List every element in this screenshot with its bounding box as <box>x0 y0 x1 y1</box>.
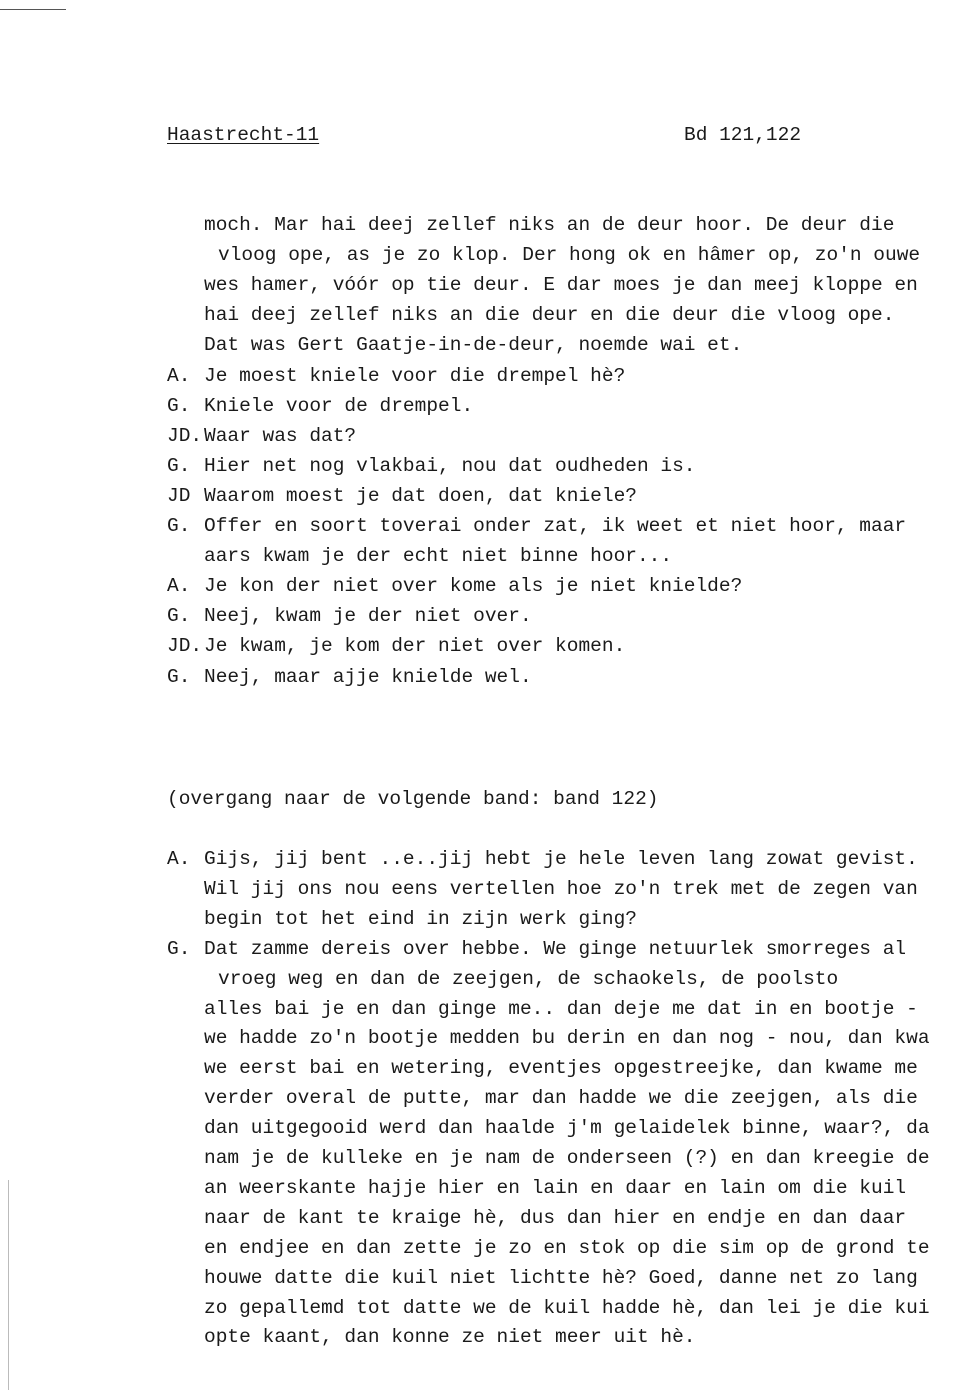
line-text: dan uitgegooid werd dan haalde j'm gelaidelek binne, waar?, da <box>204 1117 930 1140</box>
speaker-label: A. <box>167 575 191 598</box>
speaker-label: A. <box>167 848 191 870</box>
line-text: Waar was dat? <box>204 424 357 447</box>
line-text: Neej, maar ajje knielde wel. <box>204 665 532 688</box>
speaker-label: A. <box>167 364 191 387</box>
line-text: verder overal de putte, mar dan hadde we die zeejgen, als die <box>204 1087 918 1110</box>
tape-reference: Bd 121,122 <box>684 124 802 146</box>
line-text: Kniele voor de drempel. <box>204 394 474 417</box>
speaker-label: G. <box>167 515 191 537</box>
speaker-label: G. <box>167 665 191 688</box>
line-text: opte kaant, dan konne ze niet meer uit hè. <box>204 1326 696 1349</box>
line-text: Offer en soort toverai onder zat, ik weet et niet hoor, maar <box>204 515 907 537</box>
line-text: houwe datte die kuil niet lichtte hè? Goed, danne net zo lang <box>204 1266 918 1289</box>
line-text: Je kon der niet over kome als je niet knielde? <box>204 575 743 598</box>
margin-mark <box>8 1180 9 1390</box>
line-text: we hadde zo'n bootje medden bu derin en dan nog - nou, dan kwa <box>204 1027 930 1050</box>
speaker-label: JD. <box>167 424 203 447</box>
line-text: Waarom moest je dat doen, dat kniele? <box>204 484 637 507</box>
line-text: Dat was Gert Gaatje-in-de-deur, noemde wai et. <box>204 334 743 357</box>
line-text: begin tot het eind in zijn werk ging? <box>204 907 637 930</box>
line-text: wes hamer, vóór op tie deur. E dar moes je dan meej kloppe en <box>204 274 918 297</box>
transition-heading: (overgang naar de volgende band: band 122) <box>167 788 659 810</box>
line-text: Dat zamme dereis over hebbe. We ginge netuurlek smorreges al <box>204 937 907 960</box>
line-text: vroeg weg en dan de zeejgen, de schaokels, de poolsto <box>218 967 839 990</box>
line-text: en endjee en dan zette je zo en stok op die sim op de grond te <box>204 1236 930 1259</box>
speaker-label: G. <box>167 454 191 477</box>
line-text: we eerst bai en wetering, eventjes opgestreejke, dan kwame me <box>204 1057 918 1080</box>
line-text: an weerskante hajje hier en lain en daar en lain om die kuil <box>204 1176 907 1199</box>
line-text: Wil jij ons nou eens vertellen hoe zo'n trek met de zegen van <box>204 877 918 900</box>
line-text: Neej, kwam je der niet over. <box>204 605 532 628</box>
line-text: alles bai je en dan ginge me.. dan deje me dat in en bootje - <box>204 997 918 1020</box>
line-text: hai deej zellef niks an die deur en die deur die vloog ope. <box>204 304 895 327</box>
line-text: zo gepallemd tot datte we de kuil hadde hè, dan lei je die kui <box>204 1296 930 1319</box>
speaker-label: JD. <box>167 635 203 658</box>
line-text: Je kwam, je kom der niet over komen. <box>204 635 626 658</box>
top-rule <box>0 9 66 10</box>
document-title: Haastrecht-11 <box>167 124 320 146</box>
line-text: Je moest kniele voor die drempel hè? <box>204 364 626 387</box>
line-text: Hier net nog vlakbai, nou dat oudheden is. <box>204 454 696 477</box>
line-text: naar de kant te kraige hè, dus dan hier en endje en dan daar <box>204 1206 907 1229</box>
line-text: nam je de kulleke en je nam de onderseen (?) en dan kreegie de <box>204 1147 930 1169</box>
line-text: moch. Mar hai deej zellef niks an de deur hoor. De deur die <box>204 214 895 236</box>
speaker-label: G. <box>167 605 191 628</box>
speaker-label: JD <box>167 484 191 507</box>
line-text: Gijs, jij bent ..e..jij hebt je hele leven lang zowat gevist. <box>204 848 918 870</box>
speaker-label: G. <box>167 394 191 417</box>
speaker-label: G. <box>167 937 191 960</box>
line-text: aars kwam je der echt niet binne hoor... <box>204 545 673 568</box>
line-text: vloog ope, as je zo klop. Der hong ok en hâmer op, zo'n ouwe <box>218 244 921 267</box>
